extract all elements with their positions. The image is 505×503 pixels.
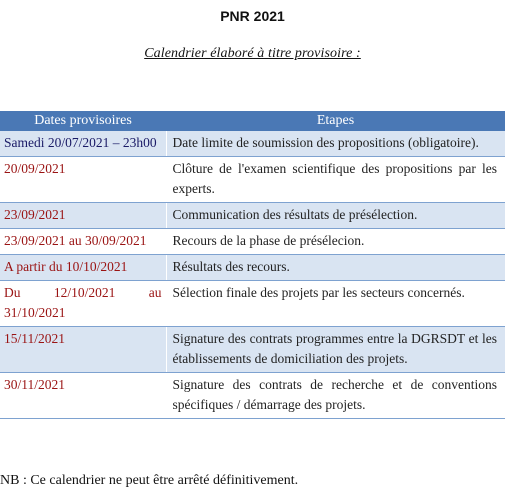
row-date: Samedi 20/07/2021 – 23h00	[0, 131, 166, 157]
table-row	[0, 327, 505, 373]
table-row	[0, 281, 505, 327]
row-etape: Signature des contrats de recherche et de conventions spécifiques / démarrage des projets.	[166, 373, 505, 419]
footnote: NB : Ce calendrier ne peut être arrêté définitivement.	[0, 473, 299, 488]
header-dates: Dates provisoires	[0, 111, 166, 131]
row-date: A partir du 10/10/2021	[0, 255, 166, 281]
table-header-row	[0, 111, 505, 131]
row-date: 15/11/2021	[0, 327, 166, 373]
table-row	[0, 203, 505, 229]
row-date: 30/11/2021	[0, 373, 166, 419]
row-etape: Résultats des recours.	[166, 255, 505, 281]
row-date: 23/09/2021 au 30/09/2021	[0, 229, 166, 255]
table-row	[0, 229, 505, 255]
document-subtitle: Calendrier élaboré à titre provisoire :	[144, 46, 361, 61]
table-row	[0, 255, 505, 281]
row-etape: Recours de la phase de présélecion.	[166, 229, 505, 255]
document-title: PNR 2021	[220, 8, 285, 24]
row-etape: Clôture de l'examen scientifique des propositions par les experts.	[166, 157, 505, 203]
row-etape: Sélection finale des projets par les secteurs concernés.	[166, 281, 505, 327]
row-etape: Signature des contrats programmes entre la DGRSDT et les établissements de domiciliation des projets.	[166, 327, 505, 373]
row-date: 23/09/2021	[0, 203, 166, 229]
table-row	[0, 131, 505, 157]
header-etapes: Etapes	[166, 111, 505, 131]
row-date: 20/09/2021	[0, 157, 166, 203]
calendar-table	[0, 111, 505, 419]
row-etape: Date limite de soumission des propositions (obligatoire).	[166, 131, 505, 157]
row-date: Du 12/10/2021 au 31/10/2021	[0, 281, 166, 327]
table-row	[0, 373, 505, 419]
table-row	[0, 157, 505, 203]
row-etape: Communication des résultats de présélection.	[166, 203, 505, 229]
